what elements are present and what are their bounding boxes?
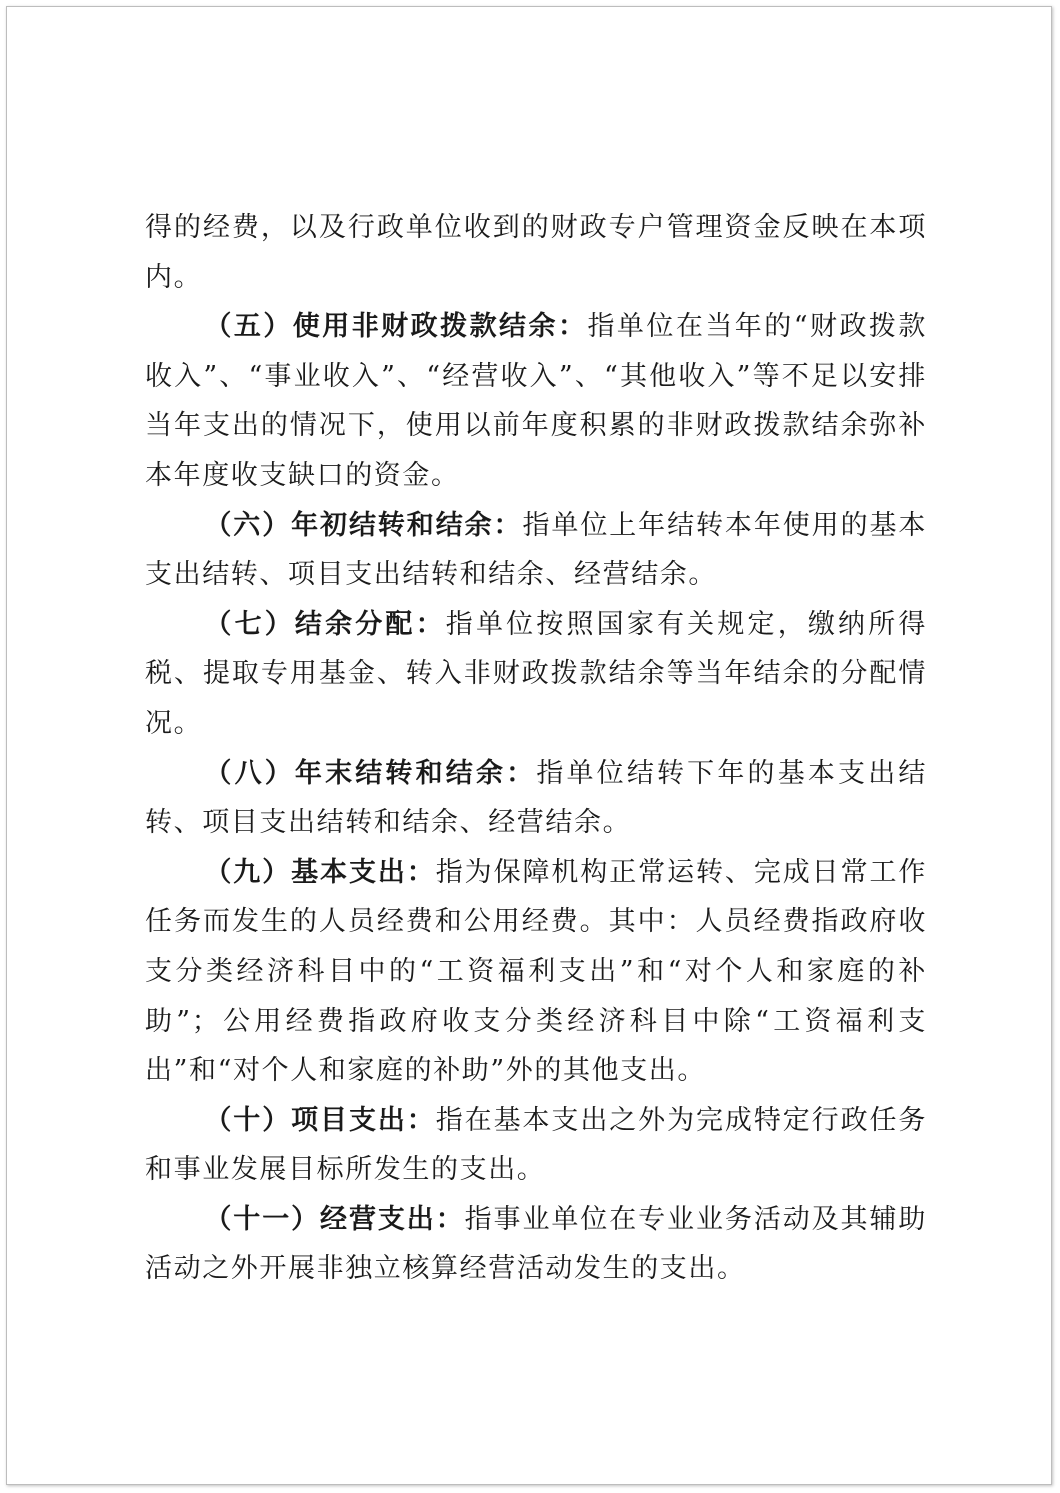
paragraph-text: 指为保障机构正常运转、完成日常工作任务而发生的人员经费和公用经费。其中：人员经费指政府收支分类经济科目中的“工资福利支出”和“对个人和家庭的补助”；公用经费指政府收支分类经济科目中除“工资福利支出”和“对个人和家庭的补助”外的其他支出。 bbox=[145, 856, 927, 1087]
term-heading: （五）使用非财政拨款结余： bbox=[204, 311, 588, 343]
term-heading: （八）年末结转和结余： bbox=[204, 757, 537, 789]
paragraph-text: 指单位结转下年的基本支出结转、项目支出结转和结余、经营结余。 bbox=[145, 757, 927, 839]
paragraph-item-9 bbox=[145, 848, 927, 1096]
paragraph-item-7 bbox=[145, 600, 927, 749]
paragraph-item-5 bbox=[145, 302, 927, 500]
term-heading: （十一）经营支出： bbox=[204, 1203, 465, 1235]
term-heading: （十）项目支出： bbox=[204, 1104, 436, 1136]
term-heading: （六）年初结转和结余： bbox=[204, 509, 523, 541]
document-body bbox=[145, 203, 927, 1294]
paragraph-text: 指单位按照国家有关规定，缴纳所得税、提取专用基金、转入非财政拨款结余等当年结余的分配情况。 bbox=[145, 608, 927, 739]
paragraph-text: 得的经费，以及行政单位收到的财政专户管理资金反映在本项内。 bbox=[145, 212, 927, 293]
paragraph-item-8 bbox=[145, 749, 927, 848]
paragraph-text: 指在基本支出之外为完成特定行政任务和事业发展目标所发生的支出。 bbox=[145, 1104, 927, 1186]
paragraph-continuation bbox=[145, 203, 927, 302]
paragraph-item-11 bbox=[145, 1195, 927, 1294]
term-heading: （九）基本支出： bbox=[204, 856, 436, 888]
document-page bbox=[6, 6, 1052, 1485]
paragraph-text: 指单位上年结转本年使用的基本支出结转、项目支出结转和结余、经营结余。 bbox=[145, 509, 927, 591]
paragraph-item-10 bbox=[145, 1096, 927, 1195]
term-heading: （七）结余分配： bbox=[204, 608, 446, 640]
paragraph-text: 指事业单位在专业业务活动及其辅助活动之外开展非独立核算经营活动发生的支出。 bbox=[145, 1203, 927, 1285]
paragraph-text: 指单位在当年的“财政拨款收入”、“事业收入”、“经营收入”、“其他收入”等不足以安排当年支出的情况下，使用以前年度积累的非财政拨款结余弥补本年度收支缺口的资金。 bbox=[145, 311, 927, 491]
paragraph-item-6 bbox=[145, 501, 927, 600]
